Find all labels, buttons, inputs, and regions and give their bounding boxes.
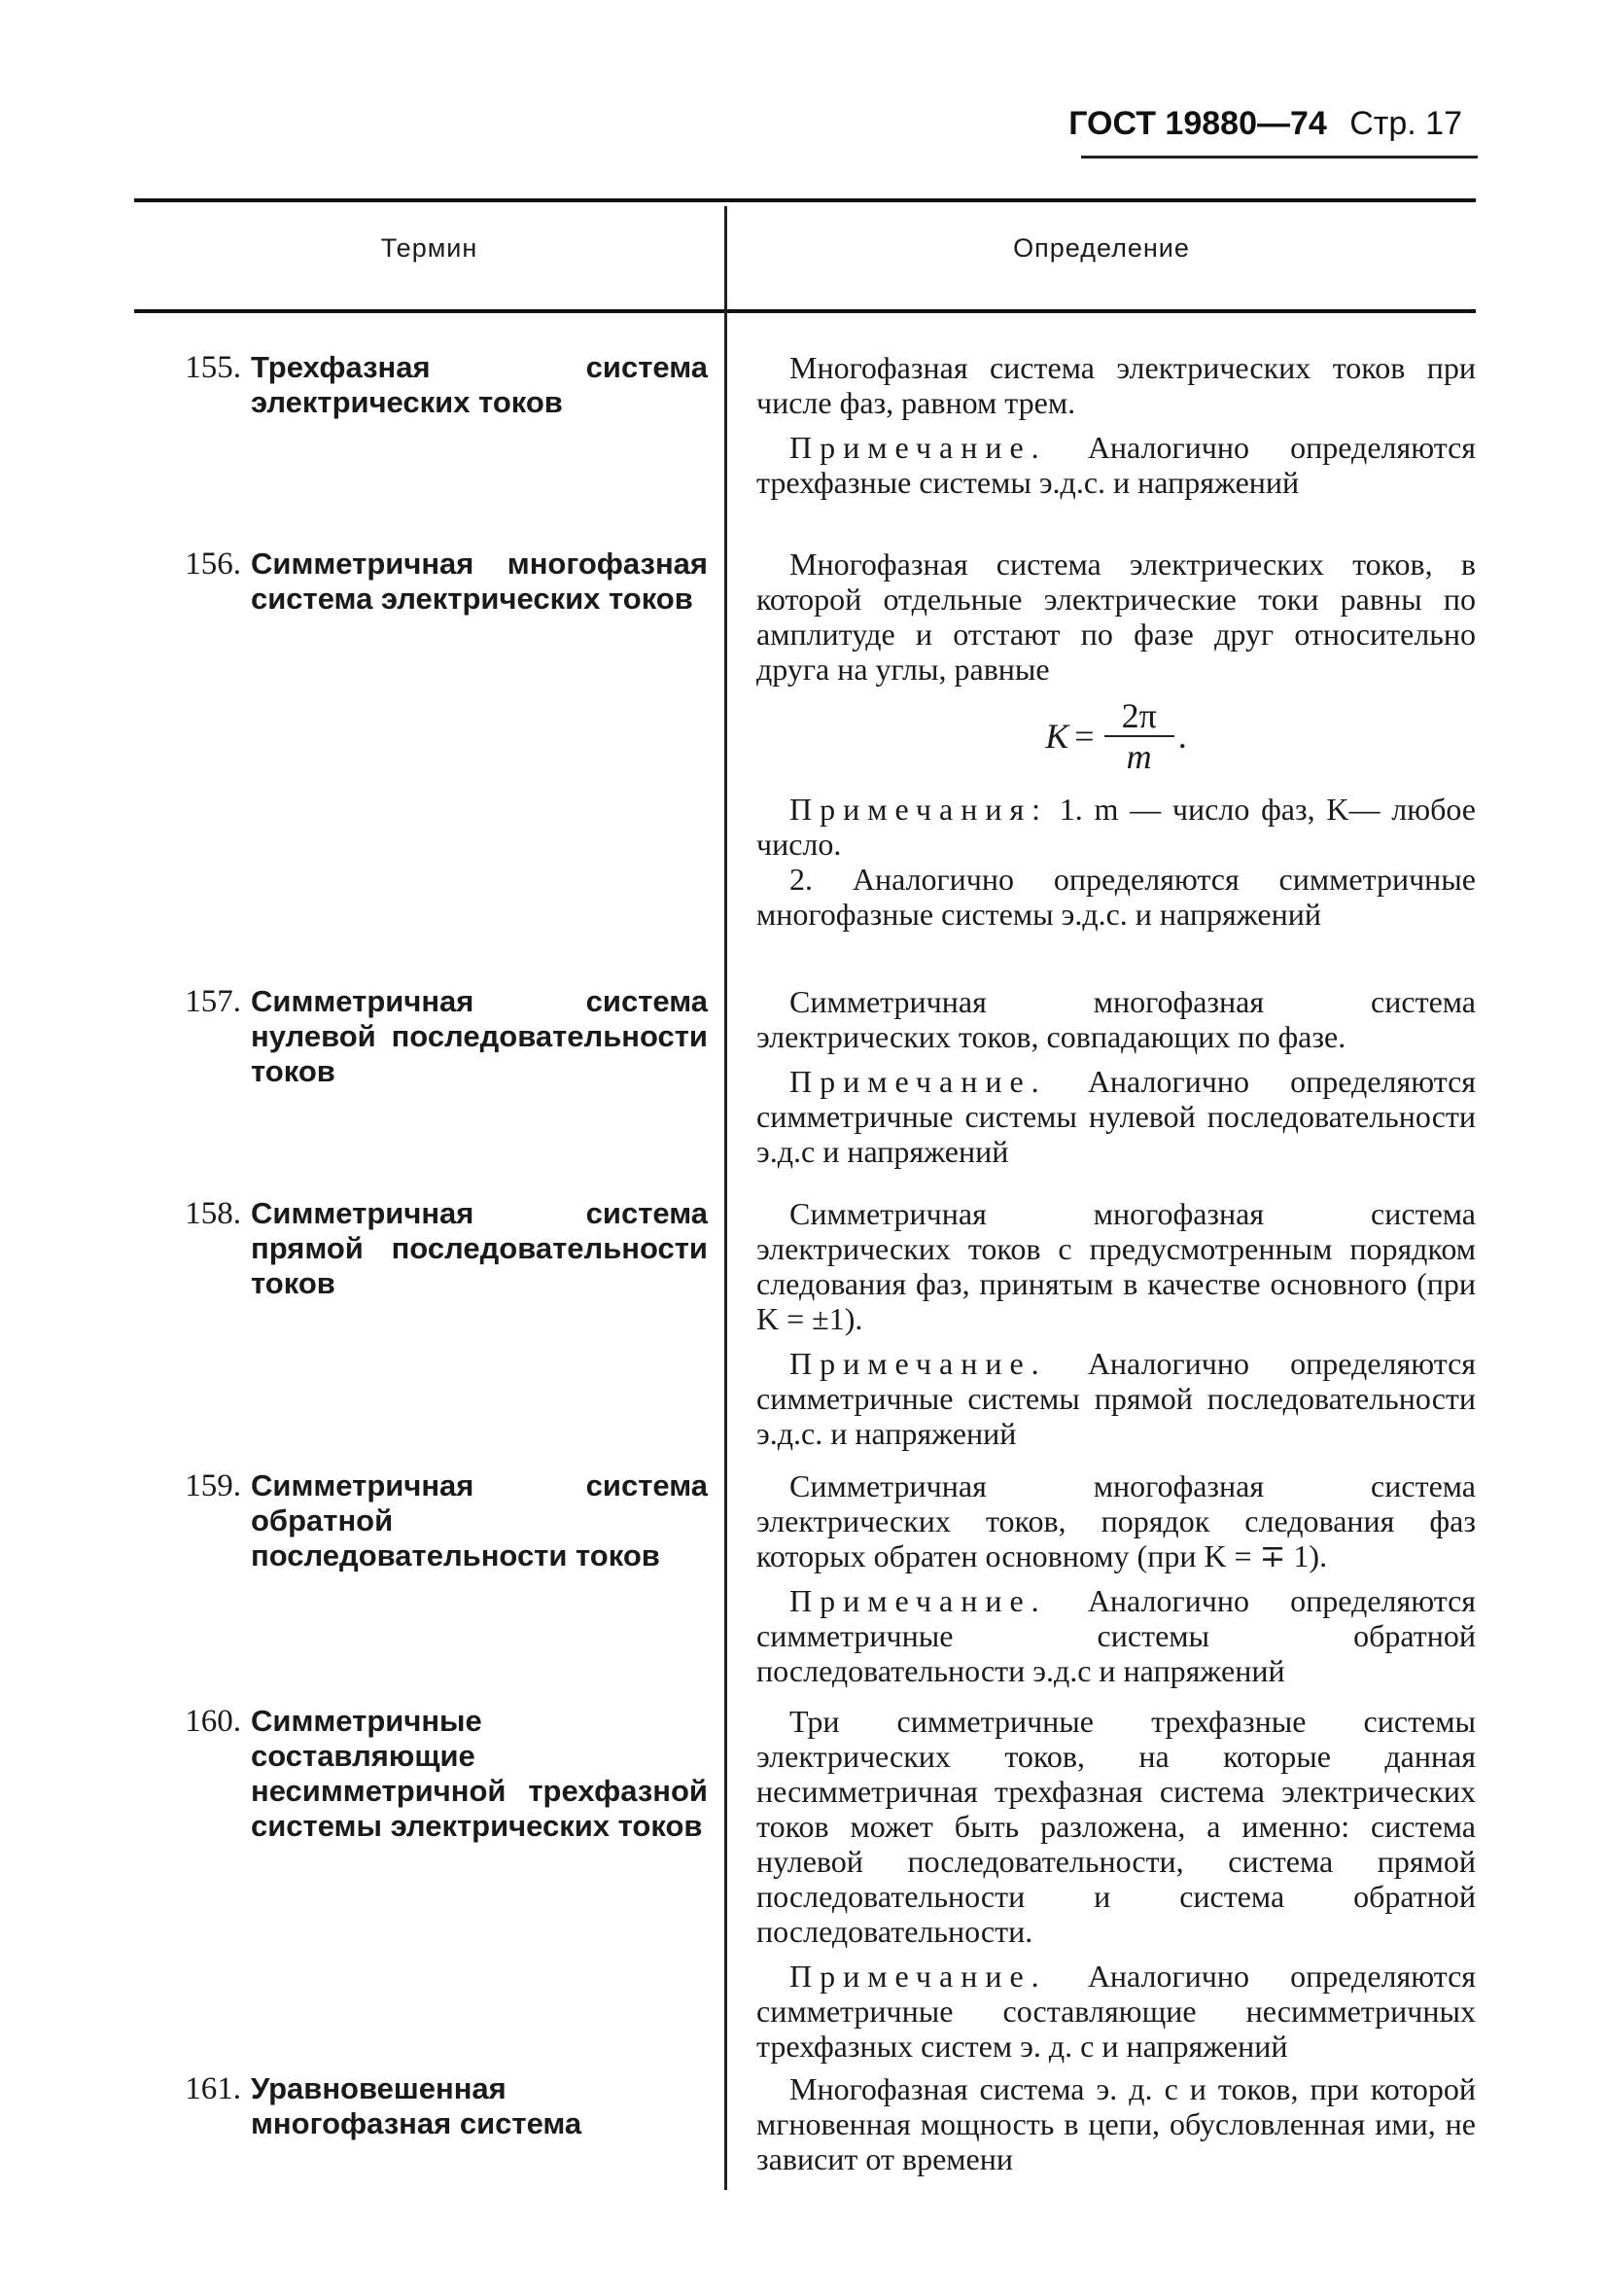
definition-cell — [756, 547, 1476, 932]
note-text: Аналогично определяются симметричные системы прямой последовательности э.д.с. и напряжений — [756, 1346, 1476, 1451]
term-number: 155. — [185, 350, 241, 385]
formula-denominator: m — [1126, 737, 1152, 776]
term-title: Симметричная многофазная система электрических токов — [251, 547, 708, 616]
term-title: Симметричная система обратной последовательности токов — [251, 1468, 708, 1572]
note-text: Аналогично определяются симметричные системы нулевой последовательности э.д.с и напряжений — [756, 1064, 1476, 1169]
term-cell — [163, 1468, 708, 1573]
formula — [756, 698, 1476, 774]
note — [756, 1583, 1476, 1688]
note-text: Аналогично определяются симметричные составляющие несимметричных трехфазных систем э. д. с и напряжений — [756, 1959, 1476, 2064]
term-cell — [163, 350, 708, 420]
definition-text: Три симметричные трехфазные системы электрических токов, на которые данная несимметричная трехфазная система электрических токов может быть разложена, а именно: система нулевой последовательности, система прямой последовательности и система обратной последовательности. — [756, 1704, 1476, 1949]
term-title: Симметричные составляющие несимметричной трехфазной системы электрических токов — [251, 1704, 708, 1843]
term-number: 160. — [185, 1704, 241, 1739]
definition-cell — [756, 1196, 1476, 1451]
term-cell — [163, 984, 708, 1089]
note-label: Примечание. — [789, 1064, 1047, 1099]
term-number: 159. — [185, 1468, 241, 1503]
definition-cell — [756, 1468, 1476, 1688]
term-cell — [163, 547, 708, 617]
note-label: Примечание. — [789, 430, 1047, 465]
formula-equals: = — [1074, 717, 1095, 756]
note-label: Примечание. — [789, 1583, 1047, 1618]
formula-numerator: 2π — [1104, 698, 1174, 737]
note — [756, 1346, 1476, 1451]
table-header-rule — [134, 309, 1476, 313]
formula-fraction — [1104, 698, 1174, 774]
definition-cell — [756, 350, 1476, 500]
formula-end: . — [1177, 717, 1187, 756]
column-header-definition: Определение — [1013, 233, 1190, 263]
term-cell — [163, 2071, 708, 2141]
note-item-1: 1. m — число фаз, K— любое число. — [756, 792, 1477, 862]
table-top-rule — [134, 198, 1476, 202]
term-cell — [163, 1704, 708, 1844]
term-title: Уравновешенная многофазная система — [251, 2071, 582, 2140]
definition-text: Симметричная многофазная система электрических токов с предусмотренным порядком следования фаз, принятым в качестве основного (при K = ±1). — [756, 1196, 1476, 1336]
term-title: Трехфазная система электрических токов — [251, 350, 708, 419]
note — [756, 792, 1476, 862]
formula-lhs: K — [1045, 717, 1069, 756]
term-title: Симметричная система нулевой последовательности токов — [251, 984, 708, 1088]
term-cell — [163, 1196, 708, 1301]
definition-text: Симметричная многофазная система электрических токов, совпадающих по фазе. — [756, 984, 1476, 1054]
definition-text: Многофазная система э. д. с и токов, при которой мгновенная мощность в цепи, обусловленная ими, не зависит от времени — [756, 2071, 1476, 2176]
term-number: 158. — [185, 1196, 241, 1231]
header-underline — [1081, 156, 1478, 159]
page-header — [1068, 105, 1462, 143]
note-text: Аналогично определяются симметричные системы обратной последовательности э.д.с и напряжений — [756, 1583, 1476, 1688]
definition-cell — [756, 1704, 1476, 2064]
gost-number: ГОСТ 19880—74 — [1068, 105, 1327, 142]
definition-text: Симметричная многофазная система электрических токов, порядок следования фаз которых обратен основному (при K = ∓ 1). — [756, 1468, 1476, 1573]
term-number: 161. — [185, 2071, 241, 2106]
note-text: Аналогично определяются трехфазные системы э.д.с. и напряжений — [756, 430, 1476, 500]
page-number: Стр. 17 — [1349, 105, 1462, 142]
note-item-2: 2. Аналогично определяются симметричные многофазные системы э.д.с. и напряжений — [756, 862, 1476, 932]
term-title: Симметричная система прямой последовательности токов — [251, 1196, 708, 1300]
definition-text: Многофазная система электрических токов при числе фаз, равном трем. — [756, 350, 1476, 420]
term-number: 157. — [185, 984, 241, 1019]
note — [756, 1959, 1476, 2064]
column-header-term: Термин — [380, 233, 478, 263]
note-label: Примечание. — [789, 1346, 1047, 1381]
note-label: Примечание. — [789, 1959, 1047, 1994]
definition-text: Многофазная система электрических токов, в которой отдельные электрические токи равны по амплитуде и отстают по фазе друг относительно друга на углы, равные — [756, 547, 1476, 687]
note-label: Примечания: — [789, 792, 1049, 827]
definition-cell — [756, 984, 1476, 1169]
term-number: 156. — [185, 547, 241, 582]
note — [756, 430, 1476, 500]
column-divider — [724, 206, 727, 2190]
definition-cell — [756, 2071, 1476, 2176]
note — [756, 1064, 1476, 1169]
